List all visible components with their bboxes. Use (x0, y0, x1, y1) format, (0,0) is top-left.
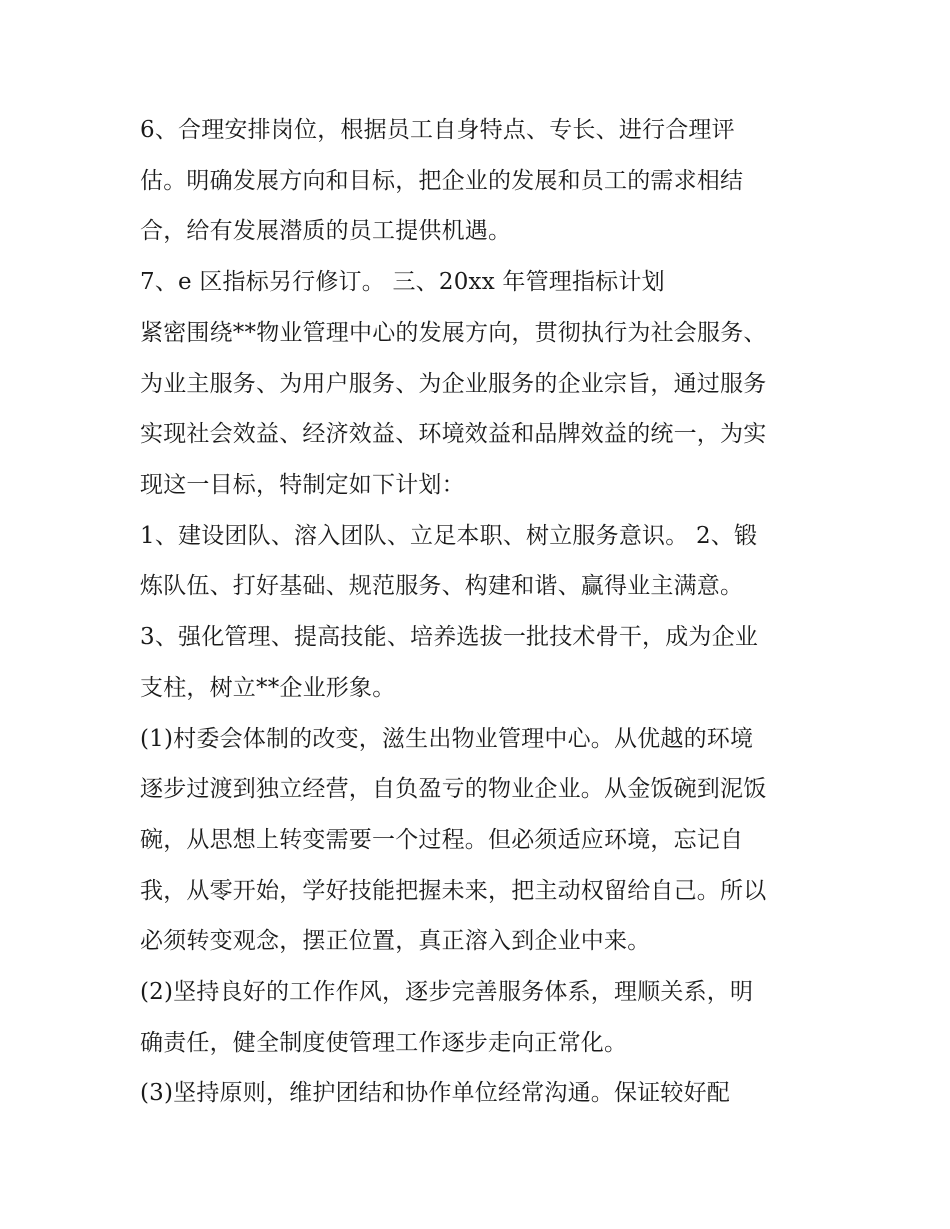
text-line: 6、合理安排岗位，根据员工自身特点、专长、进行合理评 (140, 117, 735, 143)
text-line: 必须转变观念，摆正位置，真正溶入到企业中来。 (140, 928, 651, 954)
text-line: 1、建设团队、溶入团队、立足本职、树立服务意识。 2、锻 (140, 523, 758, 549)
text-line: (2)坚持良好的工作作风，逐步完善服务体系，理顺关系，明 (140, 979, 754, 1005)
text-line: 3、强化管理、提高技能、培养选拔一批技术骨干，成为企业 (140, 624, 759, 650)
text-line: 我，从零开始，学好技能把握未来，把主动权留给自己。所以 (140, 878, 767, 904)
text-line: 为业主服务、为用户服务、为企业服务的企业宗旨，通过服务 (140, 371, 767, 397)
text-line: 确责任，健全制度使管理工作逐步走向正常化。 (140, 1030, 628, 1056)
text-line: 7、e 区指标另行修订。 三、20xx 年管理指标计划 (140, 269, 665, 295)
text-line: 合，给有发展潜质的员工提供机遇。 (140, 218, 512, 244)
text-line: 实现社会效益、经济效益、环境效益和品牌效益的统一，为实 (140, 421, 767, 447)
text-line: 炼队伍、打好基础、规范服务、构建和谐、赢得业主满意。 (140, 573, 744, 599)
text-line: 现这一目标，特制定如下计划： (140, 472, 465, 498)
text-line: 逐步过渡到独立经营，自负盈亏的物业企业。从金饭碗到泥饭 (140, 776, 767, 802)
text-line: 紧密围绕**物业管理中心的发展方向，贯彻执行为社会服务、 (140, 320, 767, 346)
text-line: (1)村委会体制的改变，滋生出物业管理中心。从优越的环境 (140, 726, 754, 752)
text-line: 支柱，树立**企业形象。 (140, 675, 396, 701)
text-line: (3)坚持原则，维护团结和协作单位经常沟通。保证较好配 (140, 1080, 730, 1106)
text-line: 估。明确发展方向和目标，把企业的发展和员工的需求相结 (140, 168, 744, 194)
text-line: 碗，从思想上转变需要一个过程。但必须适应环境，忘记自 (140, 827, 744, 853)
